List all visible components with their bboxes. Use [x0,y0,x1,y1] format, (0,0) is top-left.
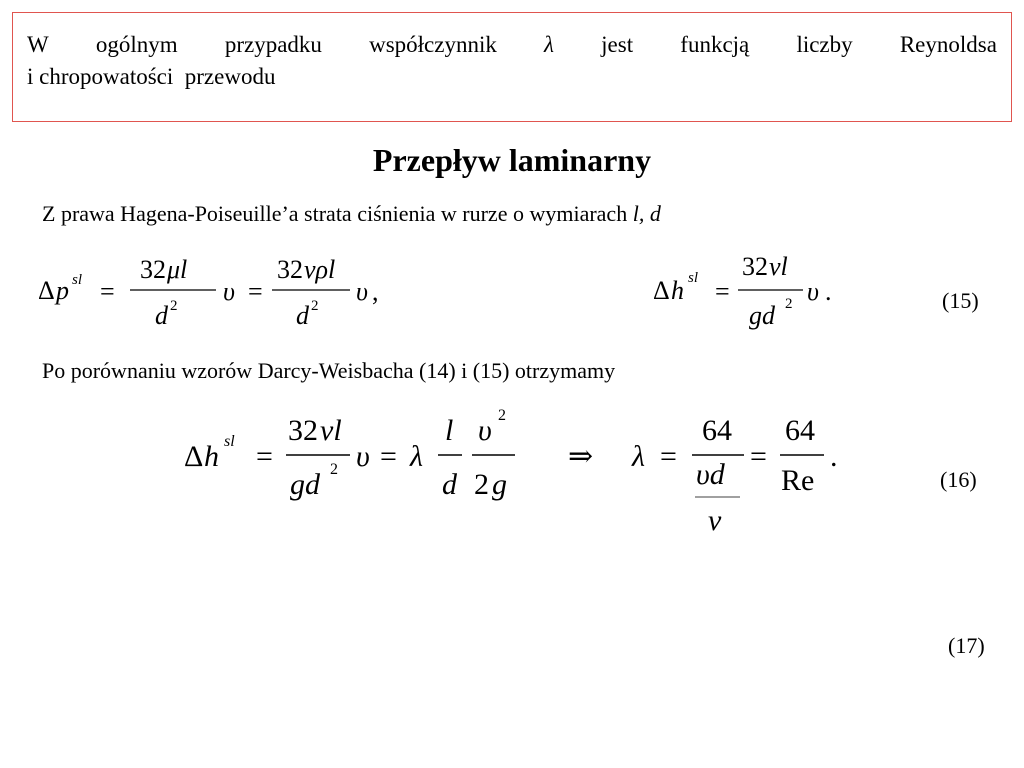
equation-number-17: (17) [948,633,985,658]
fraction-denominator: d [442,468,457,501]
nested-denominator: ν [708,504,722,537]
fraction-numerator: l [445,414,454,447]
velocity-symbol: υ [356,277,368,306]
denominator-exponent: 2 [330,461,338,478]
fraction-denominator-coef: 2 [474,468,489,501]
velocity-symbol: υ [356,440,370,473]
fraction-numerator-vars: νl [769,252,788,281]
note-word: przypadku [224,32,322,57]
equation-number-15: (15) [942,288,979,313]
note-word: λ [544,32,554,57]
period: . [825,277,832,306]
reynolds-number: Re [781,464,815,497]
fraction-coefficient: 32 [742,252,768,281]
equation-16 [170,400,870,550]
velocity-symbol: υ [223,277,235,306]
fraction-numerator-vars: νl [320,414,342,447]
fraction-numerator-vars: μl [167,255,188,284]
pressure-var: p [56,276,69,305]
implies-arrow: ⇒ [568,440,594,473]
delta-symbol: Δ [653,276,670,305]
note-word: funkcją [680,32,750,57]
head-var: h [204,440,219,473]
denominator-exponent: 2 [785,296,793,312]
comma: , [372,277,379,306]
equals-sign: = [715,277,730,306]
velocity-symbol: υ [478,414,492,447]
equals-sign: = [248,277,263,306]
note-word: ogólnym [95,32,178,57]
fraction-denominator: d [155,301,168,330]
fraction-numerator: 64 [702,414,732,447]
fraction-denominator: gd [749,301,775,330]
lambda-symbol: λ [410,440,423,473]
equation-15b [645,244,855,334]
intro-text: Z prawa Hagena-Poiseuille’a strata ciśnienia w rurze o wymiarach [42,201,633,226]
note-word: Reynoldsa [899,32,997,57]
fraction-denominator: d [296,301,309,330]
comparison-paragraph: Po porównaniu wzorów Darcy-Weisbacha (14) i (15) otrzymamy [42,358,616,383]
velocity-symbol: υ [807,277,819,306]
note-word: współczynnik [369,32,497,57]
fraction-numerator: 64 [785,414,815,447]
equation-15a [30,244,390,334]
equals-sign: = [750,440,767,473]
note-line-1 [27,29,997,61]
fraction-coefficient: 32 [277,255,303,284]
numerator-exponent: 2 [498,407,506,424]
note-text [27,29,997,93]
equals-sign: = [660,440,677,473]
denominator-exponent: 2 [170,298,178,314]
equation-number-16: (16) [940,467,977,492]
equals-sign: = [100,277,115,306]
equals-sign: = [256,440,273,473]
superscript-sl: sl [224,433,235,450]
note-word: liczby [796,32,853,57]
intro-paragraph [42,201,661,227]
delta-symbol: Δ [184,440,204,473]
note-word: jest [601,32,634,57]
fraction-denominator-var: g [492,468,507,501]
fraction-numerator-vars: νρl [304,255,336,284]
period: . [830,440,838,473]
superscript-sl: sl [72,272,83,288]
note-box [12,12,1012,122]
delta-symbol: Δ [38,276,55,305]
fraction-denominator: gd [290,468,320,501]
fraction-coefficient: 32 [288,414,318,447]
intro-variables: l, d [632,201,661,226]
denominator-exponent: 2 [311,298,319,314]
note-word: W [27,32,49,57]
superscript-sl: sl [688,270,699,286]
head-var: h [671,276,684,305]
equals-sign: = [380,440,397,473]
fraction-coefficient: 32 [140,255,166,284]
nested-numerator: υd [696,458,725,491]
lambda-symbol: λ [632,440,645,473]
section-heading: Przepływ laminarny [372,142,652,178]
note-line-2: i chropowatości przewodu [27,64,276,89]
